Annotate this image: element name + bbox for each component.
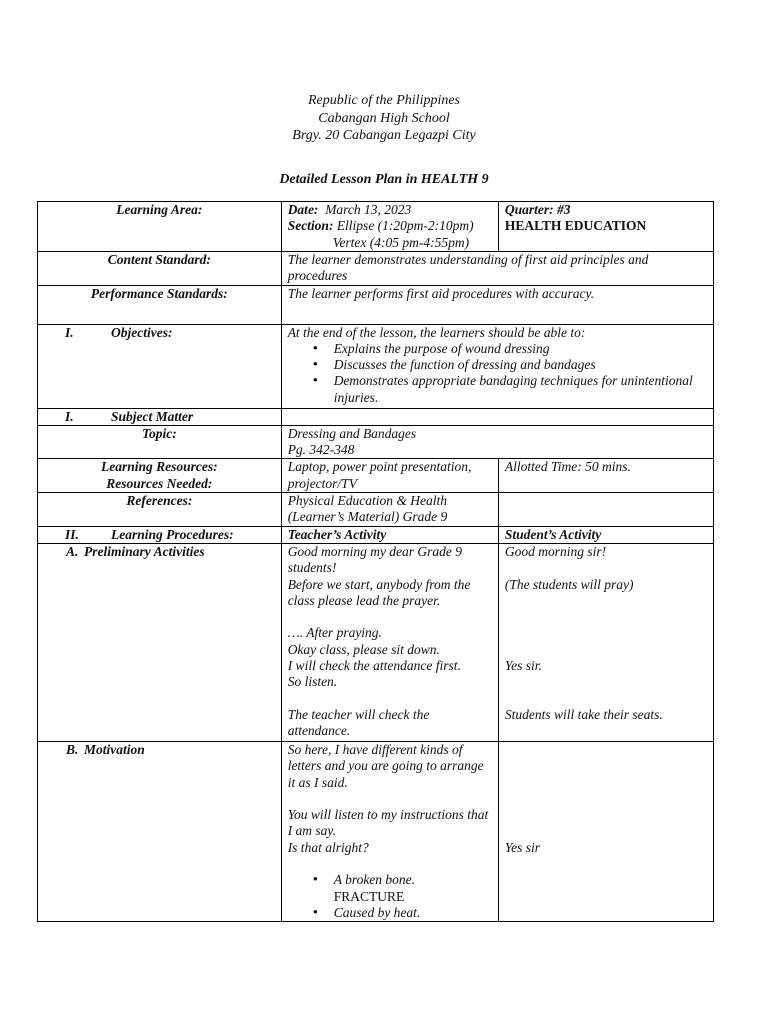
header-school: Cabangan High School <box>318 110 450 126</box>
table-row <box>38 526 714 543</box>
list-item: • Caused by heat. <box>334 905 492 921</box>
subject-matter-label-cell <box>38 408 282 425</box>
preliminary-teacher-cell <box>281 543 498 741</box>
teacher-line: Good morning my dear Grade 9 students! <box>287 543 463 576</box>
topic-cell <box>281 425 713 459</box>
resources-value: Laptop, power point presentation, projector/TV <box>281 459 498 493</box>
objectives-list <box>288 341 707 406</box>
table-row <box>38 493 714 527</box>
lesson-plan-table <box>37 201 714 922</box>
topic-value: Dressing and Bandages <box>287 425 417 441</box>
content-standard-value: The learner demonstrates understanding of first aid principles and procedures <box>281 252 713 286</box>
objectives-label: Objectives: <box>111 324 173 340</box>
date-section-cell <box>281 202 498 252</box>
objectives-label-cell <box>38 324 282 408</box>
table-row <box>38 324 714 408</box>
resources-needed-label: Resources Needed: <box>106 475 213 491</box>
clue-text: • A broken bone. <box>333 872 416 888</box>
teacher-line: Before we start, anybody from the class please lead the prayer. <box>287 576 471 608</box>
teacher-activity-heading: Teacher’s Activity <box>281 526 498 543</box>
topic-label: Topic: <box>38 425 282 459</box>
motivation-list <box>288 872 492 921</box>
student-line: (The students will pray) <box>504 576 634 592</box>
preliminary-label-cell <box>38 543 282 741</box>
procedures-numeral: II. <box>65 526 79 542</box>
table-row <box>38 741 714 921</box>
preliminary-student-cell <box>498 543 713 741</box>
content-standard-label: Content Standard: <box>38 252 282 286</box>
header-address: Brgy. 20 Cabangan Legazpi City <box>292 128 476 143</box>
learning-resources-label: Learning Resources: <box>101 459 218 475</box>
teacher-line: …. After praying. <box>287 625 382 641</box>
preliminary-label: Preliminary Activities <box>84 543 205 559</box>
student-line: Students will take their seats. <box>504 706 663 722</box>
section-value-1: Ellipse (1:20pm-2:10pm) <box>336 218 474 234</box>
table-row <box>38 252 714 286</box>
teacher-line: Is that alright? <box>287 839 369 855</box>
resources-label-cell <box>38 459 282 493</box>
date-label: Date: <box>287 202 319 217</box>
procedures-label-cell <box>38 526 282 543</box>
subject-label: HEALTH EDUCATION <box>504 218 647 234</box>
student-line: Yes sir <box>504 839 541 855</box>
school-header <box>0 92 768 145</box>
preliminary-letter: A. <box>66 543 79 559</box>
motivation-label-cell <box>38 741 282 921</box>
teacher-line: You will listen to my instructions that I am say. <box>287 807 489 839</box>
objectives-cell <box>281 324 713 408</box>
student-activity-heading: Student’s Activity <box>498 526 713 543</box>
clue-answer: FRACTURE <box>333 888 405 904</box>
date-value: March 13, 2023 <box>325 202 412 217</box>
objectives-intro: At the end of the lesson, the learners should be able to: <box>287 324 586 340</box>
subject-matter-label: Subject Matter <box>111 408 194 424</box>
list-item: • Discusses the function of dressing and bandages <box>334 357 707 373</box>
motivation-student-cell <box>498 741 713 921</box>
motivation-label: Motivation <box>84 741 145 757</box>
quarter-cell <box>498 202 713 252</box>
subject-matter-value <box>281 408 713 425</box>
section-label: Section: <box>287 218 334 234</box>
table-row <box>38 202 714 252</box>
teacher-line: So here, I have different kinds of letters and you are going to arrange it as I said. <box>287 741 484 790</box>
learning-area-label: Learning Area: <box>38 202 282 252</box>
subject-matter-numeral: I. <box>65 408 74 424</box>
header-country: Republic of the Philippines <box>307 93 461 108</box>
section-value-2: Vertex (4:05 pm-4:55pm) <box>332 234 470 250</box>
list-item: • Explains the purpose of wound dressing <box>334 341 707 357</box>
list-item: • Demonstrates appropriate bandaging techniques for unintentional injuries. <box>334 373 707 406</box>
teacher-line: So listen. <box>287 674 338 690</box>
procedures-label: Learning Procedures: <box>111 526 234 542</box>
references-empty <box>498 493 713 527</box>
list-item <box>334 872 492 905</box>
performance-standards-value: The learner performs first aid procedures with accuracy. <box>281 285 713 324</box>
motivation-teacher-cell <box>281 741 498 921</box>
teacher-line: I will check the attendance first. <box>287 658 461 674</box>
motivation-letter: B. <box>66 741 79 757</box>
student-line: Good morning sir! <box>504 543 607 559</box>
table-row <box>38 425 714 459</box>
table-row <box>38 285 714 324</box>
references-value: Physical Education & Health (Learner’s Material) Grade 9 <box>281 493 498 527</box>
document-title: Detailed Lesson Plan in HEALTH 9 <box>279 172 489 187</box>
table-row <box>38 459 714 493</box>
table-row <box>38 408 714 425</box>
objectives-numeral: I. <box>65 324 74 340</box>
student-line: Yes sir. <box>504 658 542 674</box>
allotted-time: Allotted Time: 50 mins. <box>498 459 713 493</box>
table-row <box>38 543 714 741</box>
teacher-line: Okay class, please sit down. <box>287 641 440 657</box>
references-label: References: <box>38 493 282 527</box>
topic-pages: Pg. 342-348 <box>287 442 355 458</box>
performance-standards-label: Performance Standards: <box>38 285 282 324</box>
teacher-line: The teacher will check the attendance. <box>287 706 430 739</box>
quarter-label: Quarter: #3 <box>504 202 571 217</box>
